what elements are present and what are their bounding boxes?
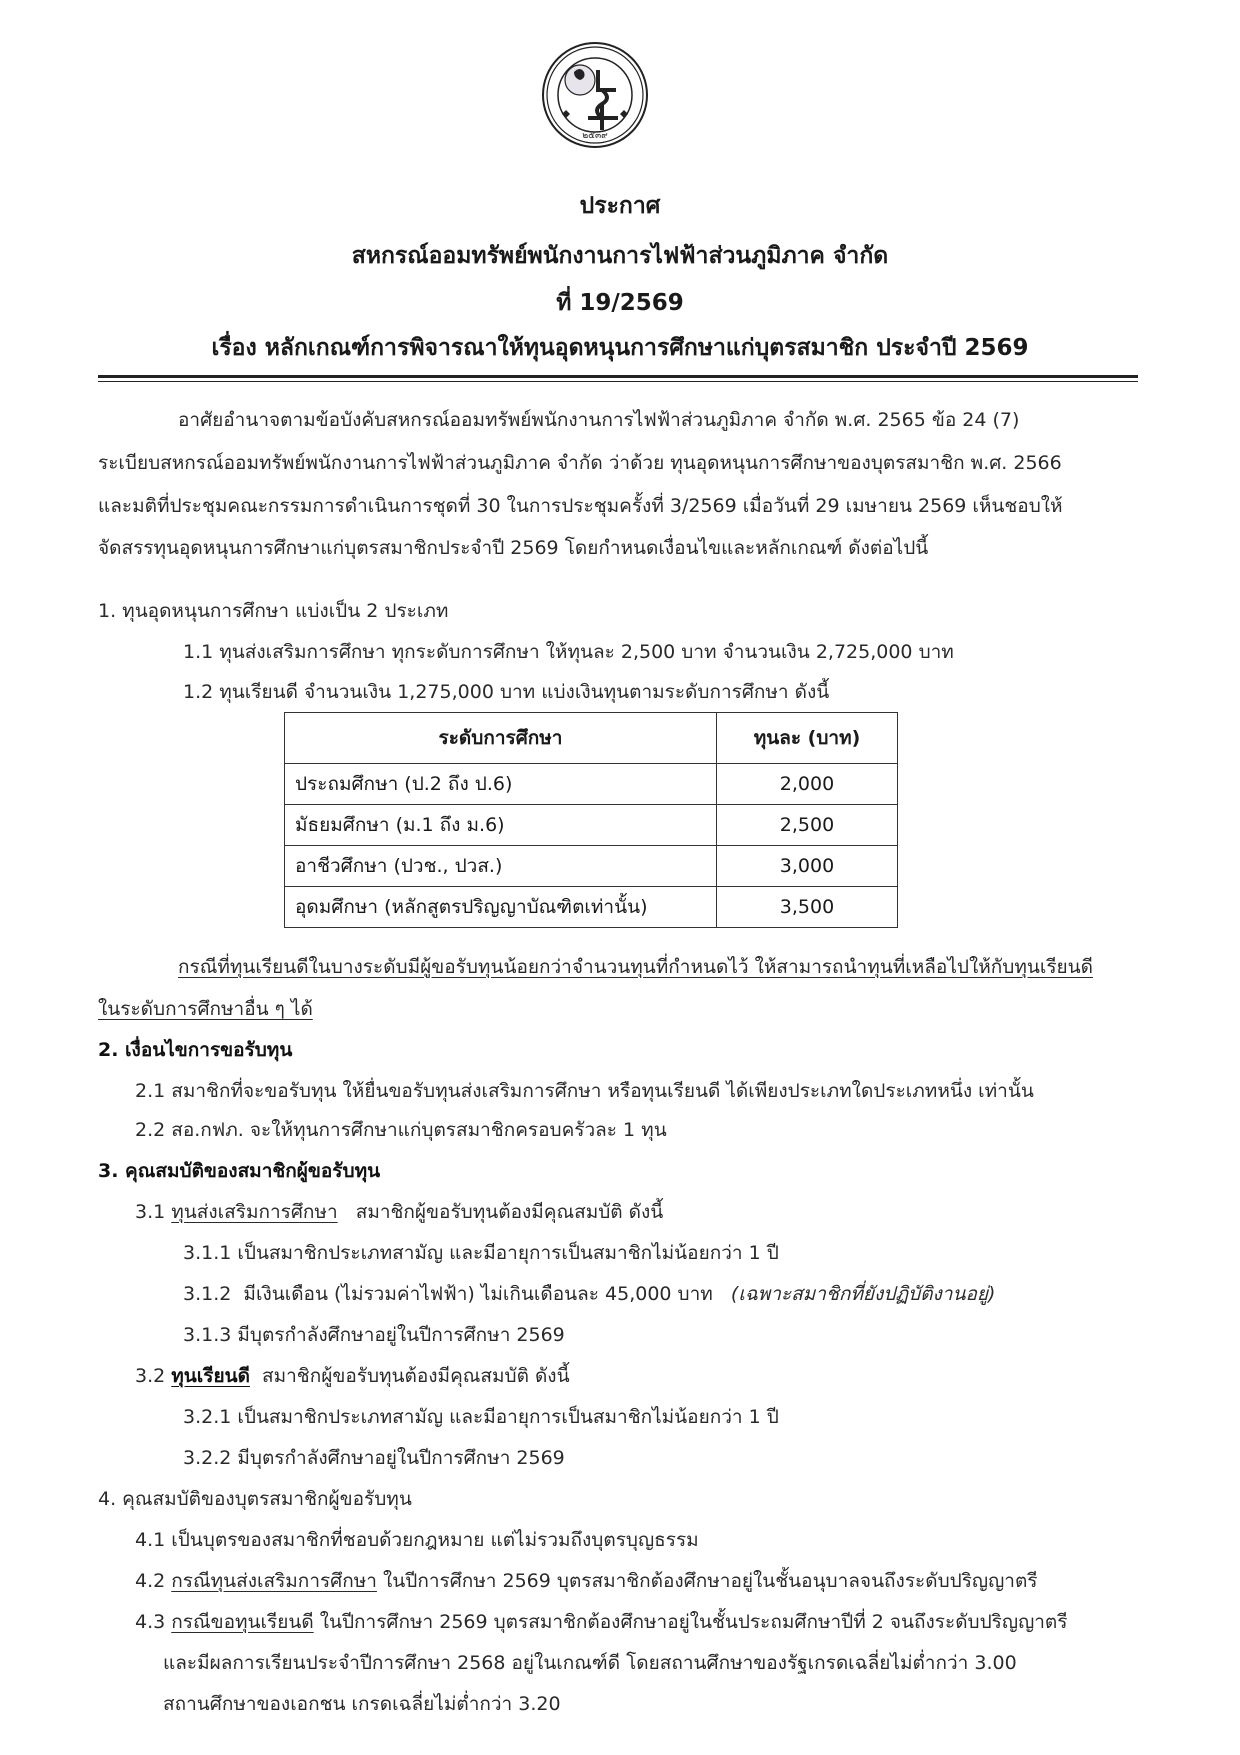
education-level: มัธยมศึกษา (ม.1 ถึง ม.6) [285, 805, 717, 846]
item-3-1 [135, 1197, 663, 1227]
table-row [285, 887, 898, 928]
item-2-1: 2.1 สมาชิกที่จะขอรับทุน ให้ยื่นขอรับทุนส่งเสริมการศึกษา หรือทุนเรียนดี ได้เพียงประเภทใดประเภทหนึ่ง เท่านั้น [135, 1080, 1034, 1102]
cooperative-seal-icon [540, 40, 650, 158]
item-3-1-3: 3.1.3 มีบุตรกำลังศึกษาอยู่ในปีการศึกษา 2569 [183, 1324, 565, 1346]
section-2-title: 2. เงื่อนไขการขอรับทุน [98, 1039, 293, 1061]
item-1-2: 1.2 ทุนเรียนดี จำนวนเงิน 1,275,000 บาท แบ่งเงินทุนตามระดับการศึกษา ดังนี้ [183, 681, 830, 703]
document-type: ประกาศ [579, 193, 661, 219]
table-row [285, 846, 898, 887]
item-4-3 [135, 1607, 1067, 1637]
item-4-3-line-3: สถานศึกษาของเอกชน เกรดเฉลี่ยไม่ต่ำกว่า 3.20 [163, 1693, 561, 1715]
table-row [285, 805, 898, 846]
amount: 2,000 [717, 764, 898, 805]
item-3-2-text: สมาชิกผู้ขอรับทุนต้องมีคุณสมบัติ ดังนี้ [249, 1365, 570, 1387]
organization-name: สหกรณ์ออมทรัพย์พนักงานการไฟฟ้าส่วนภูมิภาค จำกัด [351, 243, 889, 269]
item-4-2-label: กรณีทุนส่งเสริมการศึกษา [171, 1570, 377, 1592]
amount: 3,000 [717, 846, 898, 887]
intro-line-2: ระเบียบสหกรณ์ออมทรัพย์พนักงานการไฟฟ้าส่วนภูมิภาค จำกัด ว่าด้วย ทุนอุดหนุนการศึกษาของบุตรสมาชิก พ.ศ. 2566 [98, 452, 1062, 474]
item-3-1-number: 3.1 [135, 1201, 172, 1223]
item-3-1-text: สมาชิกผู้ขอรับทุนต้องมีคุณสมบัติ ดังนี้ [337, 1201, 664, 1223]
item-3-2 [135, 1361, 570, 1391]
item-3-2-1: 3.2.1 เป็นสมาชิกประเภทสามัญ และมีอายุการเป็นสมาชิกไม่น้อยกว่า 1 ปี [183, 1406, 779, 1428]
item-3-1-1: 3.1.1 เป็นสมาชิกประเภทสามัญ และมีอายุการเป็นสมาชิกไม่น้อยกว่า 1 ปี [183, 1242, 779, 1264]
table-row [285, 764, 898, 805]
item-4-3-text: ในปีการศึกษา 2569 บุตรสมาชิกต้องศึกษาอยู่ในชั้นประถมศึกษาปีที่ 2 จนถึงระดับปริญญาตรี [313, 1611, 1068, 1633]
item-1-1: 1.1 ทุนส่งเสริมการศึกษา ทุกระดับการศึกษา ให้ทุนละ 2,500 บาท จำนวนเงิน 2,725,000 บาท [183, 641, 954, 663]
item-4-3-label: กรณีขอทุนเรียนดี [171, 1611, 314, 1633]
item-3-1-2-note: (เฉพาะสมาชิกที่ยังปฏิบัติงานอยู่) [730, 1283, 996, 1305]
item-3-1-2 [183, 1279, 995, 1309]
education-level: อาชีวศึกษา (ปวช., ปวส.) [285, 846, 717, 887]
section-3-title: 3. คุณสมบัติของสมาชิกผู้ขอรับทุน [98, 1160, 381, 1182]
item-3-1-label: ทุนส่งเสริมการศึกษา [171, 1201, 338, 1223]
header-amount: ทุนละ (บาท) [717, 713, 898, 764]
intro-line-1: อาศัยอำนาจตามข้อบังคับสหกรณ์ออมทรัพย์พนักงานการไฟฟ้าส่วนภูมิภาค จำกัด พ.ศ. 2565 ข้อ 24 (7) [178, 409, 1020, 431]
header-education-level: ระดับการศึกษา [285, 713, 717, 764]
item-4-2 [135, 1566, 1038, 1596]
education-level: อุดมศึกษา (หลักสูตรปริญญาบัณฑิตเท่านั้น) [285, 887, 717, 928]
section-4-title: 4. คุณสมบัติของบุตรสมาชิกผู้ขอรับทุน [98, 1488, 412, 1510]
amount: 3,500 [717, 887, 898, 928]
intro-line-3: และมติที่ประชุมคณะกรรมการดำเนินการชุดที่ 30 ในการประชุมครั้งที่ 3/2569 เมื่อวันที่ 29 เมษายน 2569 เห็นชอบให้ [98, 495, 1063, 517]
intro-line-4: จัดสรรทุนอุดหนุนการศึกษาแก่บุตรสมาชิกประจำปี 2569 โดยกำหนดเงื่อนไขและหลักเกณฑ์ ดังต่อไปนี้ [98, 537, 929, 559]
announcement-subject: เรื่อง หลักเกณฑ์การพิจารณาให้ทุนอุดหนุนการศึกษาแก่บุตรสมาชิก ประจำปี 2569 [211, 335, 1029, 361]
svg-text:๒๕๓๙: ๒๕๓๙ [582, 131, 608, 141]
item-3-1-2-text: 3.1.2 มีเงินเดือน (ไม่รวมค่าไฟฟ้า) ไม่เกินเดือนละ 45,000 บาท [183, 1283, 731, 1305]
note-line-2: ในระดับการศึกษาอื่น ๆ ได้ [98, 998, 313, 1020]
item-4-2-text: ในปีการศึกษา 2569 บุตรสมาชิกต้องศึกษาอยู่ในชั้นอนุบาลจนถึงระดับปริญญาตรี [376, 1570, 1038, 1592]
item-3-2-label: ทุนเรียนดี [171, 1365, 250, 1387]
scholarship-table [284, 712, 898, 928]
note-line-1: กรณีที่ทุนเรียนดีในบางระดับมีผู้ขอรับทุนน้อยกว่าจำนวนทุนที่กำหนดไว้ ให้สามารถนำทุนที่เหลือไปให้กับทุนเรียนดี [178, 956, 1093, 978]
item-3-2-2: 3.2.2 มีบุตรกำลังศึกษาอยู่ในปีการศึกษา 2569 [183, 1447, 565, 1469]
education-level: ประถมศึกษา (ป.2 ถึง ป.6) [285, 764, 717, 805]
amount: 2,500 [717, 805, 898, 846]
item-2-2: 2.2 สอ.กฟภ. จะให้ทุนการศึกษาแก่บุตรสมาชิกครอบครัวละ 1 ทุน [135, 1119, 667, 1141]
header-divider [98, 375, 1138, 378]
section-1-title: 1. ทุนอุดหนุนการศึกษา แบ่งเป็น 2 ประเภท [98, 600, 449, 622]
table-header-row [285, 713, 898, 764]
header-divider-thin [98, 381, 1138, 382]
item-3-2-number: 3.2 [135, 1365, 172, 1387]
item-4-1: 4.1 เป็นบุตรของสมาชิกที่ชอบด้วยกฎหมาย แต่ไม่รวมถึงบุตรบุญธรรม [135, 1529, 699, 1551]
item-4-3-line-2: และมีผลการเรียนประจำปีการศึกษา 2568 อยู่ในเกณฑ์ดี โดยสถานศึกษาของรัฐเกรดเฉลี่ยไม่ต่ำกว่า 3.00 [163, 1652, 1017, 1674]
announcement-number: ที่ 19/2569 [556, 290, 684, 316]
item-4-2-number: 4.2 [135, 1570, 172, 1592]
item-4-3-number: 4.3 [135, 1611, 172, 1633]
